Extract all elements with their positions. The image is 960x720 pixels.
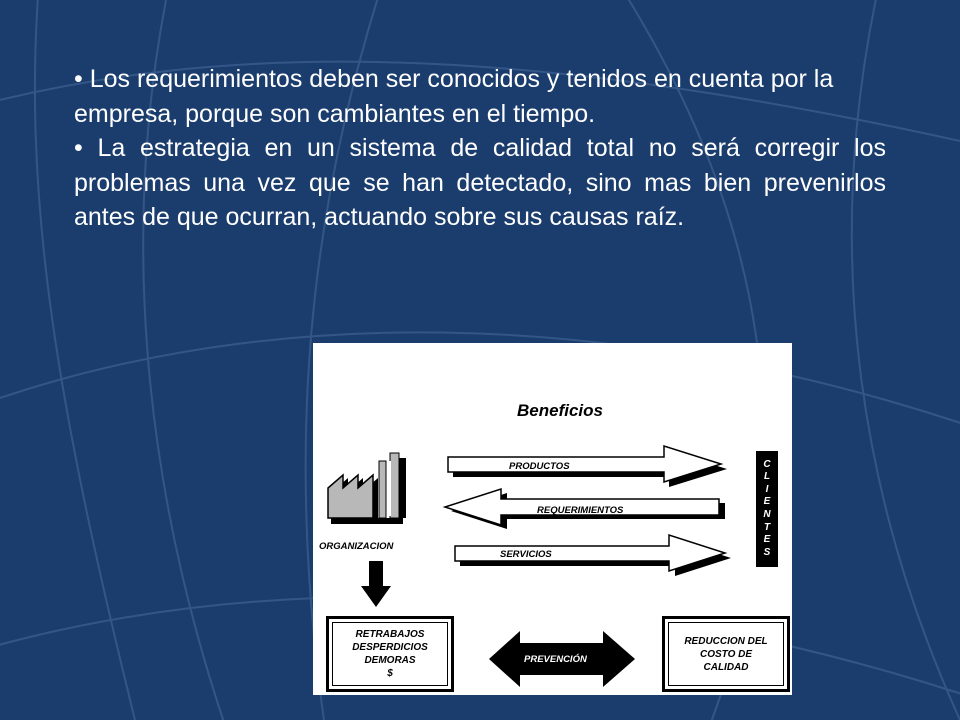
clients-letter: L xyxy=(763,471,771,483)
bullet-paragraph-1 xyxy=(74,62,886,131)
products-label: PRODUCTOS xyxy=(509,461,570,472)
diagram-title: Beneficios xyxy=(517,401,603,420)
prevention-label: PREVENCIÓN xyxy=(524,654,587,665)
factory-icon xyxy=(328,453,406,524)
clients-letter: E xyxy=(763,534,771,546)
bullet-marker: • xyxy=(74,65,83,93)
clients-letter: C xyxy=(763,458,771,470)
quality-box-line: REDUCCION DEL xyxy=(684,635,768,647)
waste-box xyxy=(326,616,454,692)
waste-box-line: DESPERDICIOS xyxy=(352,642,428,653)
clients-box xyxy=(756,451,778,567)
down-arrow-icon xyxy=(361,561,391,607)
clients-letter: S xyxy=(763,546,771,558)
clients-letter: I xyxy=(765,483,769,495)
clients-letter: E xyxy=(763,496,771,508)
bullet-marker: • xyxy=(74,134,83,162)
quality-box-line: CALIDAD xyxy=(703,661,749,673)
waste-box-line: $ xyxy=(387,668,393,679)
services-label: SERVICIOS xyxy=(500,549,552,560)
waste-box-line: DEMORAS xyxy=(364,655,416,666)
clients-letter: N xyxy=(763,509,771,520)
waste-box-line: RETRABAJOS xyxy=(355,629,425,640)
products-arrow xyxy=(448,446,727,487)
bullet-text: La estrategia en un sistema de calidad total no será corregir los problemas una vez que se han detectado, sino mas bien prevenirlos antes de que ocurran, actuando sobre sus causas raíz. xyxy=(74,134,886,231)
bullet-text: Los requerimientos deben ser conocidos y tenidos en cuenta por la empresa, porque son cambiantes en el tiempo. xyxy=(74,65,834,128)
text-block xyxy=(74,62,886,235)
requirements-label: REQUERIMIENTOS xyxy=(537,505,624,516)
quality-cost-reduction-box xyxy=(662,616,790,692)
benefits-diagram xyxy=(313,343,792,695)
quality-box-line: COSTO DE xyxy=(699,648,753,660)
services-arrow xyxy=(455,535,731,576)
bullet-paragraph-2 xyxy=(74,131,886,235)
clients-letter: T xyxy=(763,521,771,533)
organization-label: ORGANIZACION xyxy=(319,541,394,552)
